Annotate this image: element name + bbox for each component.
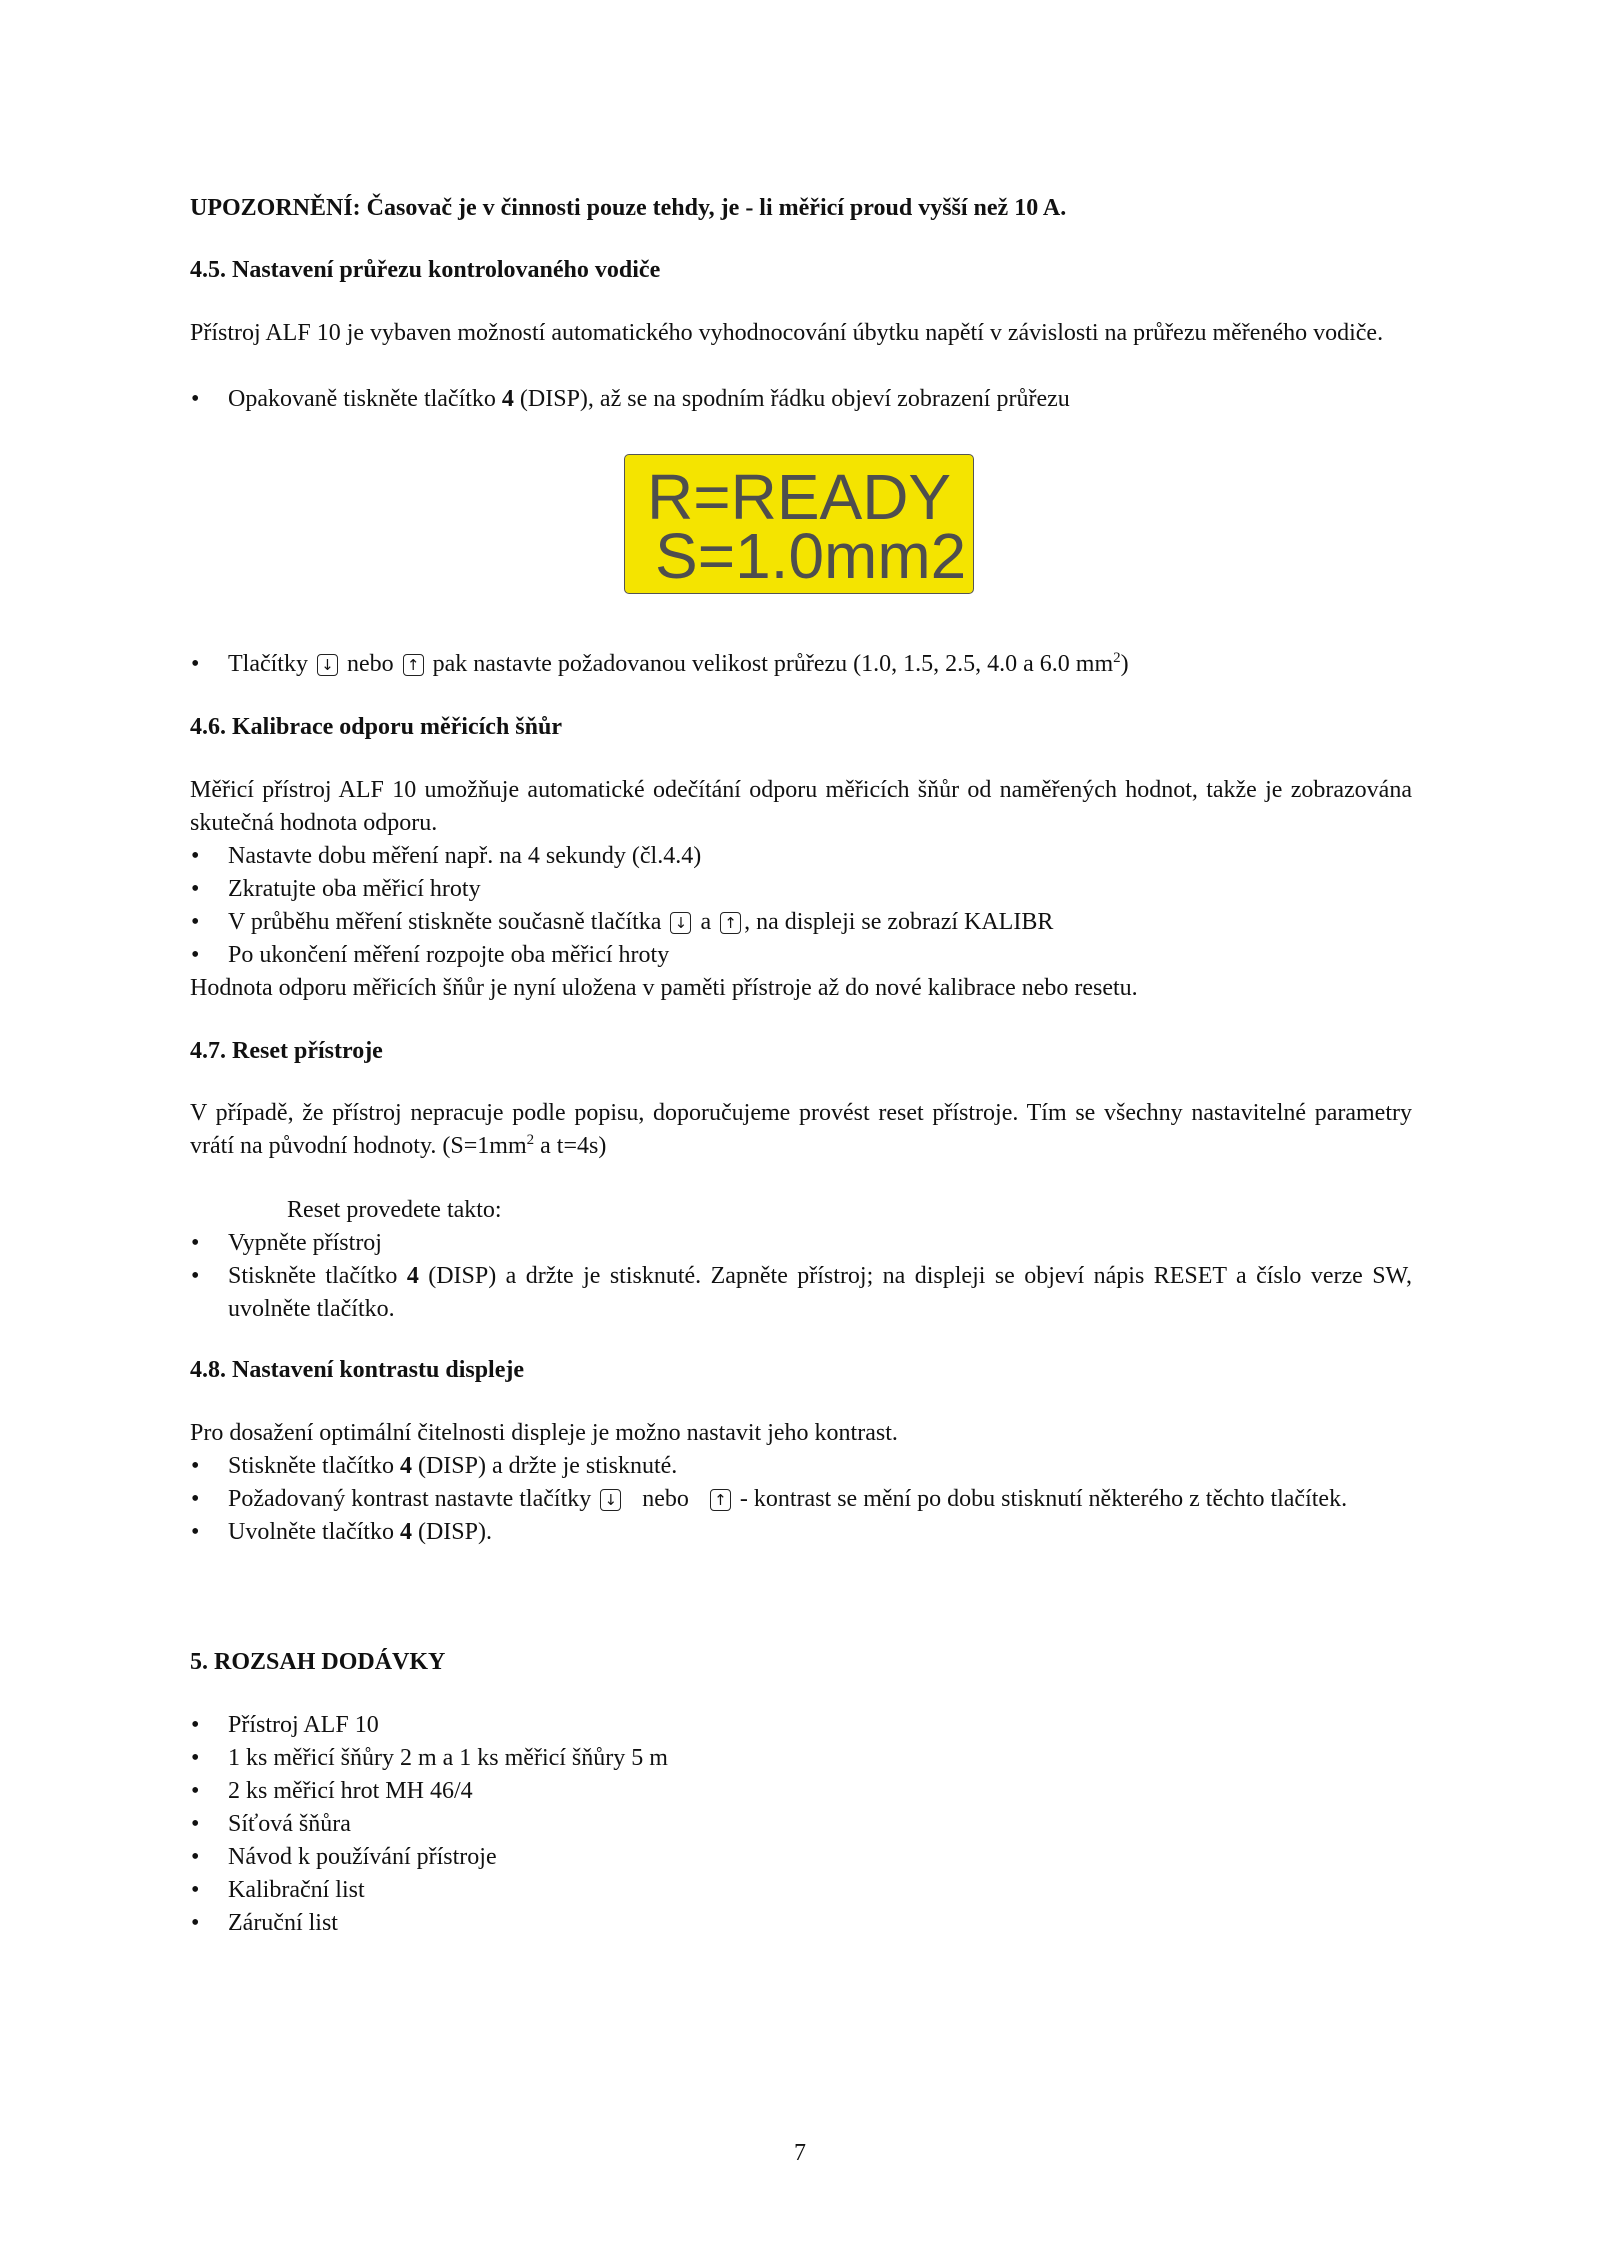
down-arrow-key-icon: ↓: [317, 654, 338, 676]
list-item: • Přístroj ALF 10: [191, 1712, 379, 1738]
down-arrow-key-icon: ↓: [670, 912, 691, 934]
section-heading-4-6: 4.6. Kalibrace odporu měřicích šňůr: [190, 714, 562, 740]
list-item: • 2 ks měřicí hrot MH 46/4: [191, 1778, 473, 1804]
up-arrow-key-icon: ↑: [720, 912, 741, 934]
list-item: • Opakovaně tiskněte tlačítko 4 (DISP), až se na spodním řádku objeví zobrazení průřezu: [191, 386, 1070, 412]
list-item: • 1 ks měřicí šňůry 2 m a 1 ks měřicí šňůry 5 m: [191, 1745, 668, 1771]
section-heading-4-5: 4.5. Nastavení průřezu kontrolovaného vodiče: [190, 257, 661, 283]
warning-text: Časovač je v činnosti pouze tehdy, je - li měřicí proud vyšší než 10 A.: [366, 195, 1067, 221]
list-item: • Tlačítky ↓ nebo ↑ pak nastavte požadovanou velikost průřezu (1.0, 1.5, 2.5, 4.0 a 6.0 $mm^2$): [191, 650, 1129, 677]
delivery-list: [190, 1709, 1412, 1940]
warning-label: UPOZORNĚNÍ:: [190, 195, 361, 221]
list-item: • Návod k používání přístroje: [191, 1844, 497, 1870]
lcd-line-1: R=READY: [647, 461, 952, 533]
bullet-list-4-7: [190, 1227, 1412, 1326]
section-heading-4-8: 4.8. Nastavení kontrastu displeje: [190, 1357, 525, 1383]
bullet-list-4-5b: [190, 648, 1412, 681]
list-item: • Požadovaný kontrast nastavte tlačítky ↓ nebo ↑ - kontrast se mění po dobu stisknutí některého z těchto tlačítek.: [191, 1486, 1348, 1512]
list-item: • Kalibrační list: [191, 1877, 365, 1903]
list-item: • Záruční list: [191, 1910, 338, 1936]
warning-line: [190, 192, 1412, 225]
list-item: • Stiskněte tlačítko 4 (DISP) a držte je stisknuté. Zapněte přístroj; na displeji se objeví nápis RESET a číslo verze SW, uvolněte tlačítko.: [191, 1263, 1412, 1322]
page-number: 7: [794, 2140, 806, 2166]
section-heading-4-7: 4.7. Reset přístroje: [190, 1038, 383, 1064]
lcd-line-2: S=1.0mm2: [655, 520, 967, 592]
paragraph-4-7: V případě, že přístroj nepracuje podle popisu, doporučujeme provést reset přístroje. Tím se všechny nastavitelné parametry vrátí na původní hodnoty. ($S=1mm^2$ a t=4s): [190, 1100, 1412, 1159]
down-arrow-key-icon: ↓: [600, 1489, 621, 1511]
lcd-display: [624, 454, 974, 594]
up-arrow-key-icon: ↑: [710, 1489, 731, 1511]
up-arrow-key-icon: ↑: [403, 654, 424, 676]
list-item: • Po ukončení měření rozpojte oba měřicí hroty: [191, 942, 670, 968]
bullet-list-4-6: [190, 840, 1412, 972]
reset-intro: Reset provedete takto:: [287, 1197, 502, 1223]
list-item: • Uvolněte tlačítko 4 (DISP).: [191, 1519, 492, 1545]
paragraph-4-5: Přístroj ALF 10 je vybaven možností automatického vyhodnocování úbytku napětí v závislosti na průřezu měřeného vodiče.: [190, 320, 1384, 346]
paragraph-4-8: Pro dosažení optimální čitelnosti displeje je možno nastavit jeho kontrast.: [190, 1420, 898, 1446]
list-item: • Zkratujte oba měřicí hroty: [191, 876, 481, 902]
list-item: • Stiskněte tlačítko 4 (DISP) a držte je stisknuté.: [191, 1453, 678, 1479]
list-item: • Vypněte přístroj: [191, 1230, 382, 1256]
list-item: • Síťová šňůra: [191, 1811, 351, 1837]
section-heading-5: 5. ROZSAH DODÁVKY: [190, 1649, 446, 1675]
bullet-list-4-5a: [190, 383, 1412, 416]
closing-4-6: Hodnota odporu měřicích šňůr je nyní uložena v paměti přístroje až do nové kalibrace nebo resetu.: [190, 975, 1138, 1001]
paragraph-4-6: Měřicí přístroj ALF 10 umožňuje automatické odečítání odporu měřicích šňůr od naměřených hodnot, takže je zobrazována skutečná hodnota odporu.: [190, 777, 1412, 836]
bullet-list-4-8: [190, 1450, 1412, 1549]
list-item: • Nastavte dobu měření např. na 4 sekundy (čl.4.4): [191, 843, 702, 869]
list-item: • V průběhu měření stiskněte současně tlačítka ↓ a ↑ , na displeji se zobrazí KALIBR: [191, 909, 1054, 935]
